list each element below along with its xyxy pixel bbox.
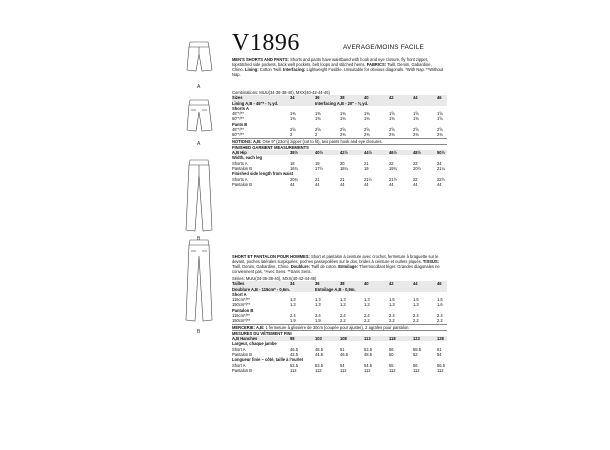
section-label: Short A bbox=[232, 291, 247, 297]
row-label: 45"*/** bbox=[232, 111, 244, 117]
row-label: Shorts A bbox=[232, 176, 248, 182]
section-label: Pants B bbox=[232, 121, 248, 127]
size-value: 56 bbox=[389, 346, 394, 352]
size-value: 1.3 bbox=[290, 302, 296, 308]
lining-label: Doublure: bbox=[289, 264, 311, 270]
size-value: 38½ bbox=[290, 150, 298, 156]
size-value: 48.5 bbox=[315, 346, 323, 352]
size-value: 22 bbox=[413, 176, 418, 182]
size-value: 1.3 bbox=[340, 302, 346, 308]
size-value: 108 bbox=[340, 336, 347, 342]
section-label: Longueur finie – côté, taille à l'ourlet bbox=[232, 357, 304, 363]
size-value: 1.3 bbox=[364, 302, 370, 308]
size-value: 1.3 bbox=[290, 297, 296, 303]
size-value: 56.5 bbox=[437, 362, 445, 368]
size-value: 2⅝ bbox=[364, 127, 370, 133]
pants-back-drawing bbox=[186, 240, 212, 321]
size-value: 1.6 bbox=[389, 297, 395, 303]
size-value: 21½ bbox=[364, 176, 372, 182]
size-value: 2⅜ bbox=[340, 132, 346, 138]
interfacing-yardage: Entoilage A,B - 0,9m. bbox=[315, 286, 356, 292]
shorts-front-drawing bbox=[187, 42, 212, 71]
size-value: 1⅜ bbox=[340, 111, 346, 117]
pattern-number: V1896 bbox=[232, 30, 300, 56]
size-value: 2 bbox=[315, 132, 318, 138]
size-value: 46.5 bbox=[290, 346, 298, 352]
difficulty-label: AVERAGE/MOINS FACILE bbox=[343, 44, 424, 51]
shorts-back-drawing bbox=[187, 100, 212, 131]
size-value: 1⅝ bbox=[437, 111, 443, 117]
section-label: Width, each leg bbox=[232, 155, 262, 161]
row-label: 115cm*/** bbox=[232, 297, 250, 303]
size-value: 2.2 bbox=[340, 318, 346, 324]
sizes-label: Sizes bbox=[232, 95, 243, 101]
size-value: 1⅜ bbox=[315, 111, 321, 117]
size-value: 2⅝ bbox=[437, 127, 443, 133]
description-body: Short et pantalon à ceinture avec crochet, fermeture à braguette sur le devant, poches latérales surpiquées, poches passepoilées sur le dos, brides à ceinture et ourlets piqués. bbox=[232, 254, 439, 265]
size-value: 53.5 bbox=[364, 346, 372, 352]
row-label: 115cm*/** bbox=[232, 313, 250, 319]
size-value: 1.9 bbox=[315, 318, 321, 324]
fabrics-text: Twill, Denim, Gabardine, Chino. bbox=[232, 264, 290, 270]
size-value: 1.3 bbox=[315, 297, 321, 303]
size-value: 21¼ bbox=[437, 165, 445, 171]
size-value: 18¼ bbox=[340, 165, 348, 171]
size-value: 42.5 bbox=[290, 351, 298, 357]
row-label: 60"*/** bbox=[232, 116, 244, 122]
size-header: 36 bbox=[315, 281, 320, 287]
lining-text: Twill de coton. bbox=[310, 264, 338, 270]
size-value: 46½ bbox=[389, 150, 397, 156]
size-value: 58.5 bbox=[413, 346, 421, 352]
row-label: A,B Hip bbox=[232, 150, 247, 156]
description-en bbox=[232, 57, 444, 77]
size-value: 42½ bbox=[340, 150, 348, 156]
size-header: 44 bbox=[413, 281, 418, 287]
description-title: MEN'S SHORTS AND PANTS: bbox=[232, 57, 289, 62]
size-value: 1⅜ bbox=[340, 116, 346, 122]
size-value: 1.6 bbox=[413, 297, 419, 303]
size-value: 1⅜ bbox=[290, 111, 296, 117]
size-value: 123 bbox=[413, 336, 420, 342]
size-value: 1⅜ bbox=[364, 111, 370, 117]
size-value: 50½ bbox=[437, 150, 445, 156]
size-value: 50 bbox=[389, 351, 394, 357]
row-label: Pantalon B bbox=[232, 367, 253, 373]
size-value: 1⅝ bbox=[389, 111, 395, 117]
notions-text: 1 fermeture à glissière de 30cm (coupée pour ajuster), 2 agrafes pour pantalon. bbox=[264, 324, 410, 330]
row-label: Short A bbox=[232, 362, 246, 368]
size-value: 16¾ bbox=[290, 165, 298, 171]
size-header: 38 bbox=[340, 95, 345, 101]
description-title: SHORT ET PANTALON POUR HOMMES: bbox=[232, 254, 310, 259]
size-value: 2.2 bbox=[364, 318, 370, 324]
size-value: 1.6 bbox=[437, 302, 443, 308]
notions-label: NOTIONS: A,B: bbox=[232, 138, 262, 144]
size-value: 20½ bbox=[413, 165, 421, 171]
section-label: Finished side length from waist bbox=[232, 171, 294, 177]
size-value: 1.3 bbox=[413, 302, 419, 308]
size-value: 61 bbox=[437, 346, 442, 352]
size-value: 52 bbox=[413, 351, 418, 357]
size-value: 2⅜ bbox=[437, 132, 443, 138]
interfacing-yardage: Interfacing A,B - 20" - ⅜ yd. bbox=[315, 100, 369, 106]
illustration-label: B bbox=[197, 236, 201, 242]
size-header: 34 bbox=[290, 95, 295, 101]
illustration-label: A bbox=[197, 84, 201, 90]
illustration-label: B bbox=[197, 329, 201, 335]
size-value: 1⅜ bbox=[364, 116, 370, 122]
size-value: 17½ bbox=[315, 165, 323, 171]
row-label: Short A bbox=[232, 346, 246, 352]
size-value: 112 bbox=[364, 367, 371, 373]
row-label: A,B Hanches bbox=[232, 336, 258, 342]
size-value: 112 bbox=[389, 367, 396, 373]
size-value: 112 bbox=[437, 367, 444, 373]
size-value: 1.3 bbox=[364, 297, 370, 303]
size-value: 54 bbox=[437, 351, 442, 357]
size-value: 18 bbox=[290, 160, 295, 166]
row-label: 60"*/** bbox=[232, 132, 244, 138]
size-value: 22 bbox=[389, 160, 394, 166]
size-header: 44 bbox=[413, 95, 418, 101]
size-value: 103 bbox=[315, 336, 322, 342]
yardage-table-en bbox=[232, 90, 447, 187]
size-value: 20 bbox=[340, 160, 345, 166]
size-value: 2.4 bbox=[290, 313, 296, 319]
size-value: 19 bbox=[315, 160, 320, 166]
lining-yardage: Doublure A,B - 115cm* - 0,6m. bbox=[232, 286, 290, 292]
lining-yardage: Lining A,B - 45"* - ⅜ yd. bbox=[232, 100, 279, 106]
row-label: Pantalon B bbox=[232, 165, 253, 171]
size-value: 44½ bbox=[364, 150, 372, 156]
table-row bbox=[232, 368, 447, 373]
illustration-label: A bbox=[197, 141, 201, 147]
lining-label: Lining: bbox=[243, 67, 259, 73]
size-value: 98 bbox=[290, 336, 295, 342]
size-value: 53.5 bbox=[315, 362, 323, 368]
size-value: 44 bbox=[413, 181, 418, 187]
fabrics-label: TISSUS: bbox=[421, 259, 440, 265]
size-header: 46 bbox=[437, 95, 442, 101]
lining-text: Cotton Twill. bbox=[258, 67, 282, 73]
row-label: Shorts A bbox=[232, 160, 248, 166]
size-value: 48½ bbox=[413, 150, 421, 156]
interfacing-text: Lightweight Fusible. Unsuitable for obvious diagonals. *With Nap. **Without Nap. bbox=[232, 67, 444, 78]
size-value: 112 bbox=[413, 367, 420, 373]
size-value: 21 bbox=[315, 176, 320, 182]
size-value: 22½ bbox=[437, 176, 445, 182]
size-value: 1.9 bbox=[290, 318, 296, 324]
row-label: Pantalon B bbox=[232, 181, 253, 187]
size-value: 112 bbox=[340, 367, 347, 373]
size-value: 44 bbox=[315, 181, 320, 187]
size-value: 2⅜ bbox=[364, 132, 370, 138]
size-value: 51 bbox=[340, 346, 345, 352]
size-value: 54 bbox=[340, 362, 345, 368]
size-value: 2.4 bbox=[340, 313, 346, 319]
table-row bbox=[232, 182, 447, 187]
size-value: 112 bbox=[290, 367, 297, 373]
size-value: 2.4 bbox=[315, 313, 321, 319]
size-header: 42 bbox=[389, 95, 394, 101]
size-value: 1⅝ bbox=[437, 116, 443, 122]
size-value: 19 bbox=[364, 165, 369, 171]
size-header: 38 bbox=[340, 281, 345, 287]
size-value: 44 bbox=[389, 181, 394, 187]
size-value: 44 bbox=[364, 181, 369, 187]
notions-text: One 9" (23cm) zipper (cut to fit), two pants hook and eye closures. bbox=[261, 138, 383, 144]
section-label: Shorts A bbox=[232, 105, 249, 111]
size-value: 21 bbox=[340, 176, 345, 182]
size-value: 2.4 bbox=[389, 313, 395, 319]
combinations-text: Combinations: MUU(34-36-38-40), MXX(40-42-44-46) bbox=[232, 90, 330, 95]
size-value: 44 bbox=[340, 181, 345, 187]
description-fr bbox=[232, 254, 444, 274]
pants-front-drawing bbox=[186, 160, 212, 231]
size-header: 34 bbox=[290, 281, 295, 287]
row-label: 150cm*/** bbox=[232, 318, 251, 324]
size-value: 1⅝ bbox=[413, 111, 419, 117]
garment-illustrations bbox=[170, 30, 230, 330]
size-value: 21 bbox=[364, 160, 369, 166]
interfacing-label: Interfacing: bbox=[281, 67, 306, 73]
size-header: 40 bbox=[364, 95, 369, 101]
row-label: 150cm*/** bbox=[232, 302, 251, 308]
size-header: 42 bbox=[389, 281, 394, 287]
size-value: 1⅜ bbox=[389, 116, 395, 122]
yardage-table-fr bbox=[232, 276, 447, 373]
size-header: 46 bbox=[437, 281, 442, 287]
size-value: 52.5 bbox=[290, 362, 298, 368]
size-value: 1⅜ bbox=[413, 116, 419, 122]
row-label: 45"*/** bbox=[232, 127, 244, 133]
size-value: 128 bbox=[437, 336, 444, 342]
size-value: 23 bbox=[413, 160, 418, 166]
row-label: Pantalon B bbox=[232, 351, 253, 357]
size-value: 56 bbox=[413, 362, 418, 368]
section-label: MESURES DU VÊTEMENT FINI bbox=[232, 330, 292, 336]
size-value: 2.4 bbox=[437, 313, 443, 319]
size-value: 2⅝ bbox=[290, 127, 296, 133]
size-value: 1⅜ bbox=[315, 116, 321, 122]
interfacing-text: Thermocollant léger. Grandes diagonales ne conviennent pas. *Avec Sens. **Sans Sens. bbox=[232, 264, 440, 275]
size-value: 1.3 bbox=[389, 302, 395, 308]
notions-label: MERCERIE: A,B: bbox=[232, 324, 265, 330]
size-value: 48.5 bbox=[364, 351, 372, 357]
size-value: 1.6 bbox=[437, 297, 443, 303]
size-value: 2.2 bbox=[437, 318, 443, 324]
size-value: 2.2 bbox=[389, 318, 395, 324]
size-value: 2⅝ bbox=[340, 127, 346, 133]
size-value: 2⅝ bbox=[413, 127, 419, 133]
size-value: 44.5 bbox=[315, 351, 323, 357]
size-value: 113 bbox=[364, 336, 371, 342]
section-label: Largeur, chaque jambe bbox=[232, 341, 277, 347]
size-value: 55 bbox=[389, 362, 394, 368]
size-value: 1.3 bbox=[340, 297, 346, 303]
section-label: Pantalon B bbox=[232, 307, 254, 313]
size-value: 54.5 bbox=[364, 362, 372, 368]
sizes-label: Tailles bbox=[232, 281, 245, 287]
size-header: 36 bbox=[315, 95, 320, 101]
size-value: 1.3 bbox=[315, 302, 321, 308]
section-label: FINISHED GARMENT MEASUREMENTS bbox=[232, 144, 309, 150]
size-value: 44 bbox=[290, 181, 295, 187]
size-value: 2.4 bbox=[413, 313, 419, 319]
size-value: 2.4 bbox=[364, 313, 370, 319]
interfacing-label: Entoilage: bbox=[337, 264, 358, 270]
combinations-text: Séries: MUU(34-36-38-40), MXX(40-42-44-46) bbox=[232, 276, 317, 281]
size-value: 112 bbox=[315, 367, 322, 373]
size-value: 1⅜ bbox=[290, 116, 296, 122]
size-value: 21½ bbox=[389, 176, 397, 182]
fabrics-label: FABRICS: bbox=[365, 62, 387, 68]
size-value: 2⅜ bbox=[413, 132, 419, 138]
description-body: Shorts and pants have waistband with hook and eye closure, fly front zipper, topstitched side pockets, back welt pockets, belt loops and stitched hems. bbox=[232, 57, 428, 68]
size-value: 24 bbox=[437, 160, 442, 166]
size-value: 2.2 bbox=[413, 318, 419, 324]
size-value: 44 bbox=[437, 181, 442, 187]
size-value: 2 bbox=[290, 132, 293, 138]
fabrics-text: Twill, Denim, Gabardine, Chino. bbox=[232, 62, 432, 73]
size-value: 20¾ bbox=[290, 176, 298, 182]
size-header: 40 bbox=[364, 281, 369, 287]
size-value: 118 bbox=[389, 336, 396, 342]
size-value: 40½ bbox=[315, 150, 323, 156]
size-value: 2⅜ bbox=[389, 132, 395, 138]
size-value: 46.5 bbox=[340, 351, 348, 357]
size-value: 19¾ bbox=[389, 165, 397, 171]
size-value: 2⅝ bbox=[389, 127, 395, 133]
size-value: 2⅝ bbox=[315, 127, 321, 133]
